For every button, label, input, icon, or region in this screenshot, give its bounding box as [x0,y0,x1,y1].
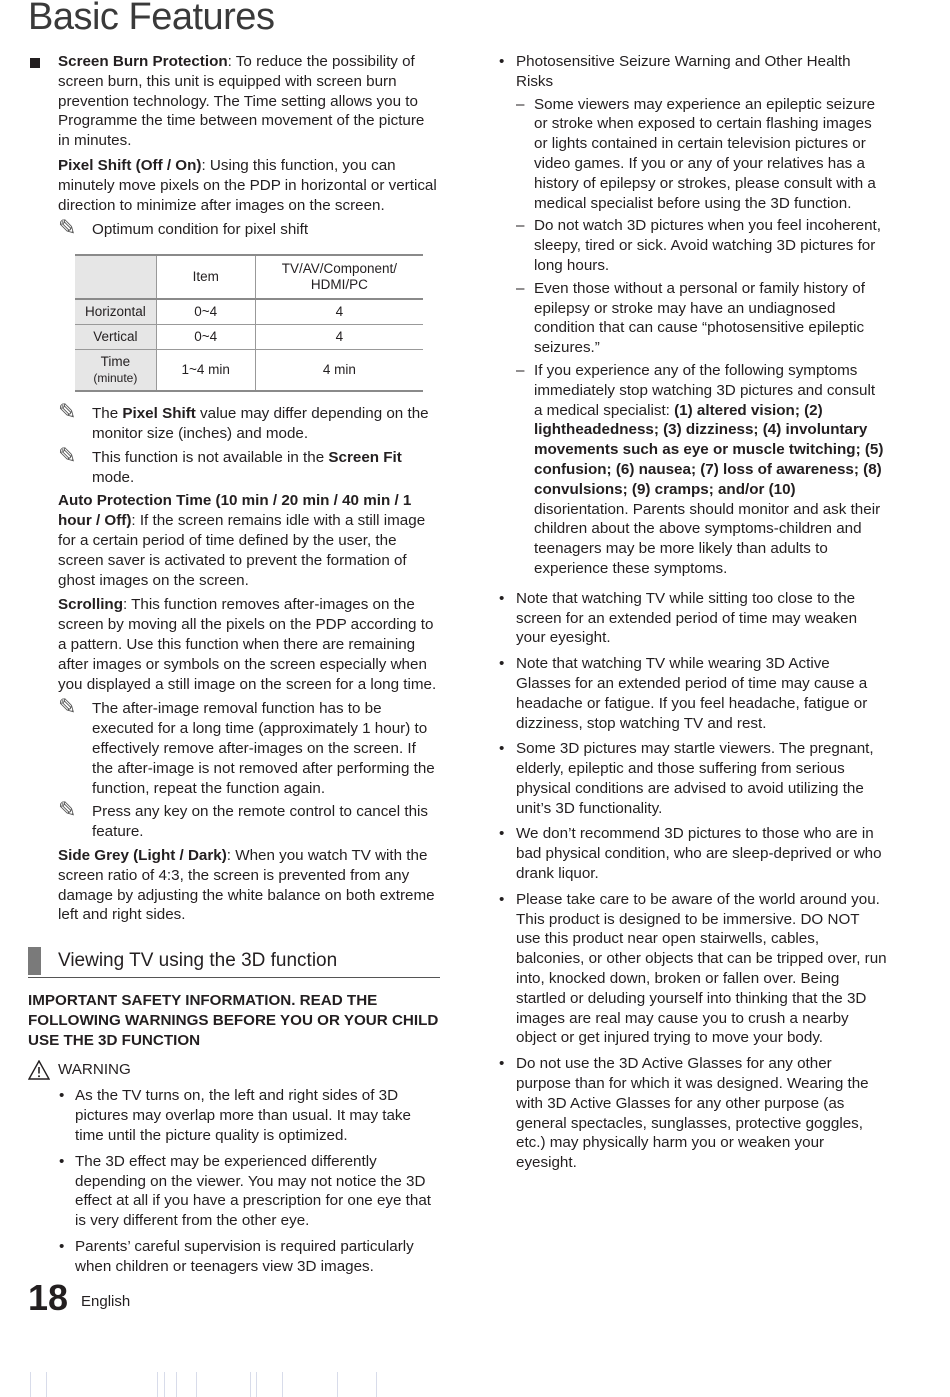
page-language: English [81,1293,131,1310]
pencil-note-icon: ✎ [58,399,77,425]
row-label: Horizontal [75,299,156,325]
warning-triangle-icon [28,1060,50,1080]
dash-item: – Even those without a personal or family history of epilepsy or stroke may have an undiagnosed condition that can cause “photosensitive epileptic seizures.” [516,279,865,357]
note-optimum-text: Optimum condition for pixel shift [92,221,309,239]
row-label: Time (minute) [75,350,156,392]
row-item: 1~4 min [156,350,255,392]
row-label: Vertical [75,325,156,350]
side-grey-paragraph: Side Grey (Light / Dark): When you watch TV with the screen ratio of 4:3, the screen is prevented from any damage by adjusting the white balance on both extreme left and right sides. [58,846,435,924]
section-heading-3d: Viewing TV using the 3D function [28,947,440,978]
pixel-shift-label: Pixel Shift (Off / On) [58,156,202,174]
table-row [75,325,423,350]
screen-burn-text: : To reduce the possibility of screen burn, this unit is equipped with screen burn prevention technology. The Time setting allows you to Programme the time between movement of the picture in minutes. [58,53,425,150]
row-value: 4 min [255,350,423,392]
scrolling-paragraph: Scrolling: This function removes after-images on the screen by moving all the pixels on the PDP according to a pattern. Use this function when there are remaining after images or symbols on the screen especially when you displayed a still image on the screen for a long time. [58,596,437,693]
health-warning-item: • Photosensitive Seizure Warning and Other Health Risks – Some viewers may experience an epileptic seizure or stroke when exposed to certain flashing images or lights contained in certain television pictures or video games. If you or any of your relatives has a history of epilepsy or strokes, please consult with a medical specialist before using the 3D function. – Do not watch 3D pictures when you feel incoherent, sleepy, tired or sick. Avoid watching 3D pictures for long hours. – Even those without a personal or family history of epilepsy or stroke may have an undiagnosed condition that can cause “photosensitive epileptic seizures.” – If you experience any of the following symptoms immediately stop watching 3D pictures and consult a medical specialist: (1) altered vision; (2) lightheadedness; (3) dizziness; (4) involuntary movements such as eye or muscle twitching; (5) confusion; (6) nausea; (7) loss of awareness; (8) convulsions; (9) cramps; and/or (10) disorientation. Parents should monitor and ask their children about the above symptoms-children and teenagers may be more likely than adults to experience these symptoms. [497,52,887,579]
auto-protection-paragraph: Auto Protection Time (10 min / 20 min / 40 min / 1 hour / Off): If the screen remains idle with a still image for a certain period of time defined by the user, the screen saver is activated to prevent the formation of ghost images on the screen. [58,492,426,589]
list-item: • Do not use the 3D Active Glasses for any other purpose than for which it was designed. Wearing the with 3D Active Glasses for any other purpose (as general spectacles, sunglasses, protective goggles, etc.) may physically harm you or weaken your eyesight. [499,1055,869,1172]
pencil-note-icon: ✎ [58,215,77,241]
table-header-source: TV/AV/Component/ HDMI/PC [255,255,423,299]
pixel-shift-table [75,254,423,392]
dash-item: – Do not watch 3D pictures when you feel incoherent, sleepy, tired or sick. Avoid watching 3D pictures for long hours. [516,217,881,274]
pencil-note-icon: ✎ [58,694,77,720]
side-grey-label: Side Grey (Light / Dark) [58,846,227,864]
print-registration-marks [0,1372,950,1397]
row-unit: (minute) [93,371,138,386]
note-pixel-shift-value: ✎ The Pixel Shift value may differ depending on the monitor size (inches) and mode. [58,399,429,442]
left-column [28,52,440,1277]
scrolling-label: Scrolling [58,596,123,614]
important-safety-info: IMPORTANT SAFETY INFORMATION. READ THE FOLLOWING WARNINGS BEFORE YOU OR YOUR CHILD USE THE 3D FUNCTION [28,992,439,1049]
dash-item-symptoms: – If you experience any of the following symptoms immediately stop watching 3D pictures and consult a medical specialist: (1) altered vision; (2) lightheadedness; (3) dizziness; (4) involuntary movements such as eye or muscle twitching; (5) confusion; (6) nausea; (7) loss of awareness; (8) convulsions; (9) cramps; and/or (10) disorientation. Parents should monitor and ask their children about the above symptoms-children and teenagers may be more likely than adults to experience these symptoms. [516,361,884,577]
pixel-shift-paragraph [28,156,440,215]
note-after-image: ✎ The after-image removal function has to be executed for a long time (approximately 1 hour) to effectively remove after-images on the screen. If the after-image is not removed after performing the function, repeat the function again. [58,694,435,797]
note-screen-fit: ✎ This function is not available in the Screen Fit mode. [58,442,402,486]
row-item: 0~4 [156,325,255,350]
table-header-item: Item [156,255,255,299]
list-item: • Some 3D pictures may startle viewers. The pregnant, elderly, epileptic and those suffering from serious physical conditions are advised to avoid utilizing the unit’s 3D functionality. [499,740,874,817]
auto-protection-label: Auto Protection Time (10 min / 20 min / 40 min / 1 hour / Off) [58,492,412,530]
row-value: 4 [255,325,423,350]
pixel-shift-text: : Using this function, you can minutely move pixels on the PDP in horizontal or vertical direction to minimize after images on the screen. [58,156,437,214]
list-item: • As the TV turns on, the left and right sides of 3D pictures may overlap more than usual. It may take time until the picture quality is optimized. [59,1087,411,1145]
table-header-corner [75,255,156,299]
square-bullet-icon [30,58,40,68]
note-cancel: ✎ Press any key on the remote control to cancel this feature. [58,797,428,841]
list-item: • Parents’ careful supervision is required particularly when children or teenagers view 3D images. [59,1238,414,1275]
row-value: 4 [255,299,423,325]
list-item: • We don’t recommend 3D pictures to those who are in bad physical condition, who are sleep-deprived or who drank liquor. [499,825,882,883]
table-row [75,350,423,392]
list-item: • Note that watching TV while sitting too close to the screen for an extended period of time may weaken your eyesight. [499,589,858,647]
page-title: Basic Features [28,0,275,38]
note-optimum [28,215,440,241]
list-item: • The 3D effect may be experienced differently depending on the viewer. You may not notice the 3D effect at all if you have a prescription for one eye that is very different from the other eye. [59,1152,431,1230]
list-item: • Note that watching TV while wearing 3D Active Glasses for an extended period of time may cause a headache or fatigue. If you feel headache, fatigue or dizziness, stop watching TV and rest. [499,655,868,732]
page-number: 18 [28,1277,69,1318]
table-row [75,299,423,325]
section-bar [28,947,41,975]
screen-burn-protection-item [28,52,440,151]
table-header-row [75,255,423,299]
pencil-note-icon: ✎ [58,797,77,823]
right-column [497,52,887,1179]
pencil-note-icon: ✎ [58,442,77,468]
health-warning-title: Photosensitive Seizure Warning and Other Health Risks [516,53,851,90]
row-item: 0~4 [156,299,255,325]
dash-item: – Some viewers may experience an epileptic seizure or stroke when exposed to certain flashing images or lights contained in certain television pictures or video games. If you or any of your relatives has a history of epilepsy or strokes, please consult with a medical specialist before using the 3D function. [516,95,876,212]
warning-label: WARNING [28,1060,440,1080]
screen-burn-label: Screen Burn Protection [58,53,228,70]
list-item: • Please take care to be aware of the world around you. This product is designed to be immersive. DO NOT use this product near open stairwells, cables, balconies, or other objects that can be tripped over, run into, knocked down, broken or fallen over. Being startled or deluding yourself into thinking that the 3D images are real may cause you to crush a nearby object or get injured trying to move your body. [499,890,887,1047]
